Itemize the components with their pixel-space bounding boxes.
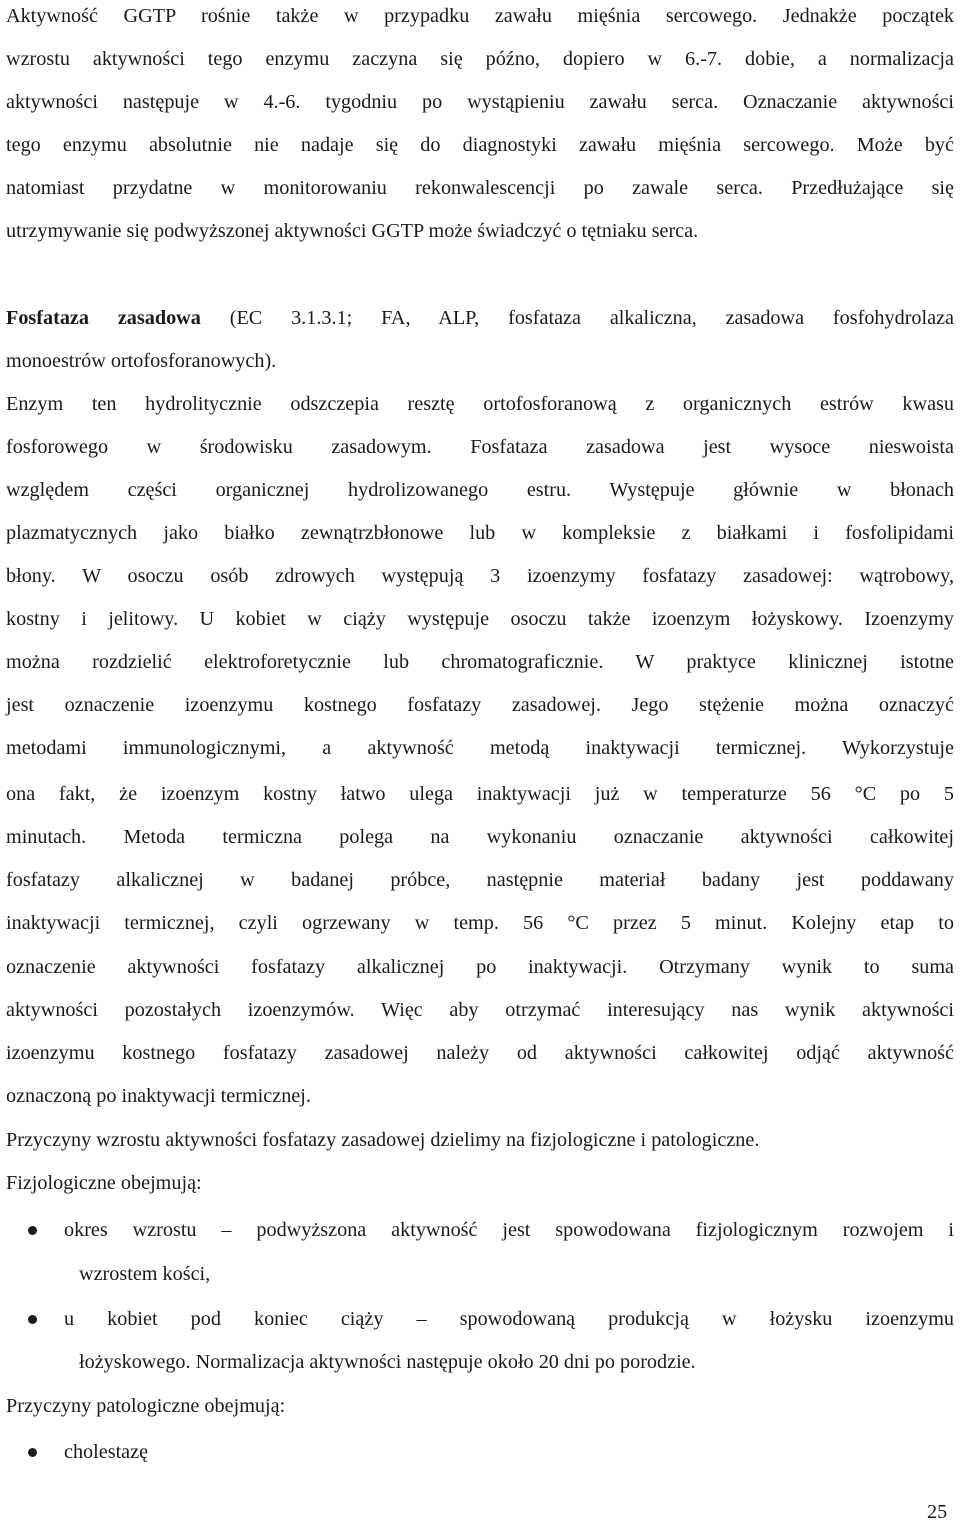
- physiological-label: Fizjologiczne obejmują:: [6, 1172, 202, 1194]
- alp-paragraph-line: można rozdzielić elektroforetycznie lub chromatograficznie. W praktyce klinicznej istotne: [6, 651, 954, 673]
- alp-paragraph-line: oznaczenie aktywności fosfatazy alkalicznej po inaktywacji. Otrzymany wynik to suma: [6, 956, 954, 978]
- alp-heading: [6, 306, 954, 330]
- alp-heading-line2: monoestrów ortofosforanowych).: [6, 350, 277, 372]
- alp-paragraph-line: fosforowego w środowisku zasadowym. Fosfataza zasadowa jest wysoce nieswoista: [6, 436, 954, 458]
- alp-paragraph-line: względem części organicznej hydrolizowanego estru. Występuje głównie w błonach: [6, 479, 954, 501]
- alp-paragraph-line: fosfatazy alkalicznej w badanej próbce, następnie materiał badany jest poddawany: [6, 869, 954, 891]
- alp-paragraph-line: jest oznaczenie izoenzymu kostnego fosfatazy zasadowej. Jego stężenie można oznaczyć: [6, 694, 954, 716]
- alp-paragraph-line: inaktywacji termicznej, czyli ogrzewany w temp. 56 °C przez 5 minut. Kolejny etap to: [6, 912, 954, 934]
- bullet-icon: [28, 1315, 37, 1324]
- ggtp-paragraph-line: Aktywność GGTP rośnie także w przypadku zawału mięśnia sercowego. Jednakże początek: [6, 5, 954, 27]
- ggtp-paragraph-line: wzrostu aktywności tego enzymu zaczyna się późno, dopiero w 6.-7. dobie, a normalizacja: [6, 48, 954, 70]
- alp-paragraph-line: aktywności pozostałych izoenzymów. Więc aby otrzymać interesujący nas wynik aktywności: [6, 999, 954, 1021]
- alp-paragraph-line: minutach. Metoda termiczna polega na wykonaniu oznaczanie aktywności całkowitej: [6, 826, 954, 848]
- pathological-label: Przyczyny patologiczne obejmują:: [6, 1395, 286, 1417]
- alp-heading-rest: (EC 3.1.3.1; FA, ALP, fosfataza alkaliczna, zasadowa fosfohydrolaza: [200, 307, 955, 329]
- ggtp-paragraph-line: aktywności następuje w 4.-6. tygodniu po wystąpieniu zawału serca. Oznaczanie aktywności: [6, 91, 954, 113]
- physiological-item: okres wzrostu – podwyższona aktywność jest spowodowana fizjologicznym rozwojem i: [64, 1219, 954, 1241]
- causes-intro: Przyczyny wzrostu aktywności fosfatazy zasadowej dzielimy na fizjologiczne i patologiczne.: [6, 1129, 760, 1151]
- page-number: 25: [927, 1501, 948, 1523]
- physiological-item-cont: wzrostem kości,: [79, 1263, 211, 1285]
- alp-paragraph-line: kostny i jelitowy. U kobiet w ciąży występuje osoczu także izoenzym łożyskowy. Izoenzymy: [6, 608, 954, 630]
- physiological-item: u kobiet pod koniec ciąży – spowodowaną produkcją w łożysku izoenzymu: [64, 1308, 954, 1330]
- alp-heading-bold: Fosfataza zasadowa: [6, 307, 201, 329]
- ggtp-paragraph-line: natomiast przydatne w monitorowaniu rekonwalescencji po zawale serca. Przedłużające się: [6, 177, 954, 199]
- alp-paragraph-line: Enzym ten hydrolitycznie odszczepia resztę ortofosforanową z organicznych estrów kwasu: [6, 393, 954, 415]
- alp-paragraph-line: oznaczoną po inaktywacji termicznej.: [6, 1085, 311, 1107]
- alp-paragraph-line: ona fakt, że izoenzym kostny łatwo ulega inaktywacji już w temperaturze 56 °C po 5: [6, 783, 954, 805]
- alp-paragraph-line: plazmatycznych jako białko zewnątrzbłonowe lub w kompleksie z białkami i fosfolipidami: [6, 522, 954, 544]
- physiological-item-cont: łożyskowego. Normalizacja aktywności następuje około 20 dni po porodzie.: [79, 1351, 696, 1373]
- ggtp-paragraph-line: utrzymywanie się podwyższonej aktywności GGTP może świadczyć o tętniaku serca.: [6, 220, 699, 242]
- alp-paragraph-line: izoenzymu kostnego fosfatazy zasadowej należy od aktywności całkowitej odjąć aktywność: [6, 1042, 954, 1064]
- alp-paragraph-line: błony. W osoczu osób zdrowych występują 3 izoenzymy fosfatazy zasadowej: wątrobowy,: [6, 565, 954, 587]
- ggtp-paragraph-line: tego enzymu absolutnie nie nadaje się do diagnostyki zawału mięśnia sercowego. Może być: [6, 134, 954, 156]
- bullet-icon: [28, 1226, 37, 1235]
- alp-paragraph-line: metodami immunologicznymi, a aktywność metodą inaktywacji termicznej. Wykorzystuje: [6, 737, 954, 759]
- bullet-icon: [28, 1448, 37, 1457]
- pathological-item: cholestazę: [64, 1441, 149, 1463]
